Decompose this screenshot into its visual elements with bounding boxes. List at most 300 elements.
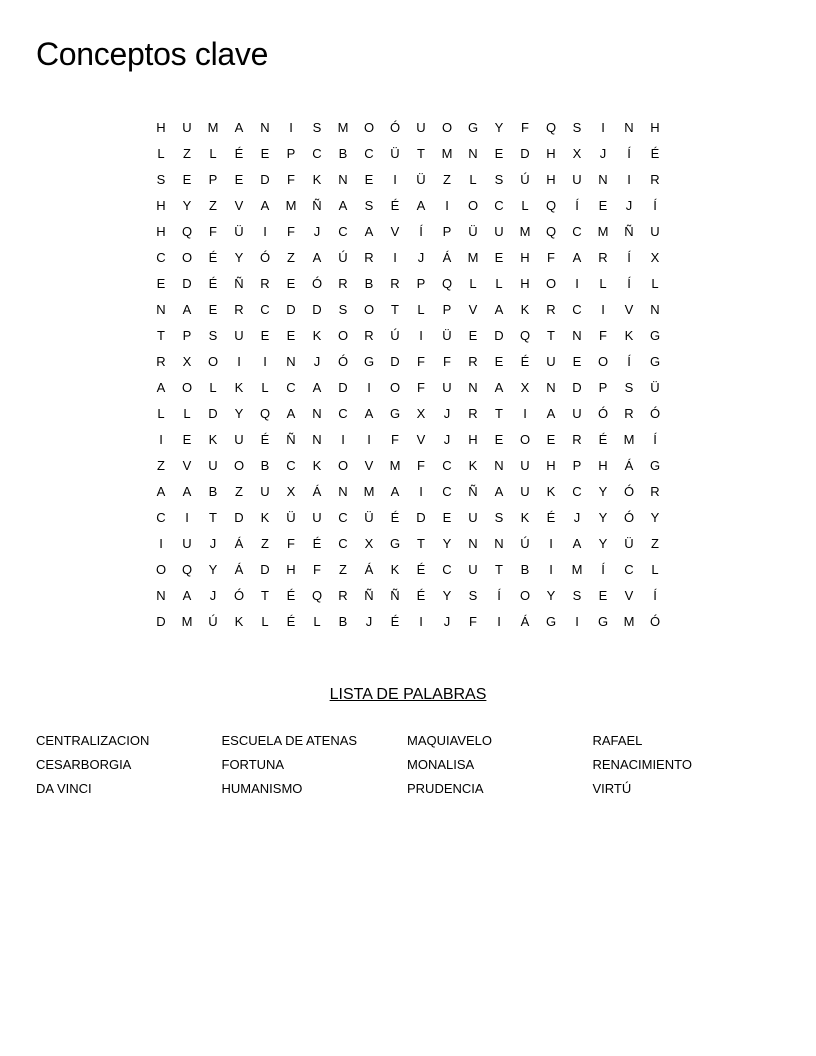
grid-letter: J [443, 406, 451, 421]
grid-letter: H [156, 224, 166, 239]
grid-letter: Ü [390, 146, 400, 161]
grid-letter: T [157, 328, 165, 343]
grid-letter: L [209, 146, 217, 161]
grid-letter: Í [575, 198, 579, 213]
grid-letter: K [260, 510, 270, 525]
grid-letter: O [207, 354, 219, 369]
grid-letter: T [547, 328, 555, 343]
grid-letter: U [234, 328, 244, 343]
grid-letter: F [417, 380, 425, 395]
word-list [36, 729, 778, 801]
grid-letter: V [624, 302, 634, 317]
grid-letter: E [364, 172, 374, 187]
grid-letter: Á [442, 250, 452, 265]
grid-letter: M [467, 250, 479, 265]
grid-letter: R [390, 276, 400, 291]
grid-letter: E [286, 328, 296, 343]
grid-letter: M [519, 224, 531, 239]
word-list-item: HUMANISMO [221, 781, 303, 796]
grid-letter: B [260, 458, 270, 473]
grid-letter: N [546, 380, 556, 395]
grid-letter: A [156, 380, 166, 395]
grid-letter: R [338, 588, 348, 603]
grid-letter: É [520, 354, 530, 369]
grid-letter: É [208, 276, 218, 291]
grid-letter: Ñ [364, 588, 374, 603]
word-list-item: RENACIMIENTO [592, 757, 692, 772]
grid-letter: E [156, 276, 166, 291]
grid-letter: É [390, 510, 400, 525]
grid-letter: L [261, 380, 269, 395]
grid-letter: Í [653, 588, 657, 603]
grid-letter: Z [209, 198, 217, 213]
grid-letter: É [260, 432, 270, 447]
grid-letter: A [416, 198, 426, 213]
grid-letter: C [364, 146, 374, 161]
grid-letter: I [159, 432, 163, 447]
grid-letter: H [546, 146, 556, 161]
grid-letter: D [572, 380, 582, 395]
grid-letter: O [519, 588, 531, 603]
grid-letter: A [546, 406, 556, 421]
grid-letter: I [627, 172, 631, 187]
grid-letter: A [182, 484, 192, 499]
grid-letter: B [208, 484, 218, 499]
grid-letter: N [572, 328, 582, 343]
grid-letter: S [572, 120, 582, 135]
grid-letter: J [417, 250, 425, 265]
grid-letter: É [234, 146, 244, 161]
grid-letter: Ñ [390, 588, 400, 603]
grid-letter: R [624, 406, 634, 421]
grid-letter: Ó [649, 614, 661, 629]
grid-letter: C [286, 458, 296, 473]
grid-letter: G [389, 536, 401, 551]
grid-letter: E [442, 510, 452, 525]
grid-letter: A [234, 120, 244, 135]
grid-letter: E [182, 432, 192, 447]
grid-letter: Y [598, 484, 608, 499]
grid-letter: Á [520, 614, 530, 629]
grid-letter: E [598, 198, 608, 213]
grid-letter: E [572, 354, 582, 369]
grid-letter: I [367, 380, 371, 395]
grid-letter: V [234, 198, 244, 213]
grid-letter: Ó [233, 588, 245, 603]
grid-letter: I [289, 120, 293, 135]
grid-letter: Y [598, 536, 608, 551]
grid-letter: O [545, 276, 557, 291]
grid-letter: A [572, 250, 582, 265]
grid-letter: E [260, 328, 270, 343]
grid-letter: I [497, 614, 501, 629]
grid-letter: A [286, 406, 296, 421]
grid-letter: C [442, 484, 452, 499]
grid-letter: H [468, 432, 478, 447]
grid-letter: É [390, 198, 400, 213]
grid-letter: A [494, 380, 504, 395]
grid-letter: E [286, 276, 296, 291]
grid-letter: Y [234, 250, 244, 265]
grid-letter: I [393, 250, 397, 265]
grid-letter: D [260, 562, 270, 577]
word-list-item: MAQUIAVELO [407, 733, 493, 748]
grid-letter: L [209, 380, 217, 395]
grid-letter: K [312, 328, 322, 343]
grid-letter: I [549, 536, 553, 551]
grid-letter: Z [157, 458, 165, 473]
grid-letter: Y [442, 536, 452, 551]
grid-letter: K [312, 458, 322, 473]
grid-letter: T [495, 406, 503, 421]
grid-letter: Z [651, 536, 659, 551]
grid-letter: I [523, 406, 527, 421]
grid-letter: R [234, 302, 244, 317]
grid-letter: N [260, 120, 270, 135]
grid-letter: Ó [623, 510, 635, 525]
grid-letter: H [156, 120, 166, 135]
grid-letter: U [650, 224, 660, 239]
grid-letter: X [182, 354, 192, 369]
grid-letter: Q [311, 588, 323, 603]
grid-letter: C [156, 510, 166, 525]
grid-letter: P [598, 380, 608, 395]
word-list-item: MONALISA [407, 757, 475, 772]
grid-letter: R [260, 276, 270, 291]
grid-letter: Y [208, 562, 218, 577]
grid-letter: X [286, 484, 296, 499]
word-search-grid [148, 115, 668, 635]
grid-letter: Y [546, 588, 556, 603]
grid-letter: Z [339, 562, 347, 577]
grid-letter: O [155, 562, 167, 577]
grid-letter: F [469, 614, 477, 629]
grid-letter: E [234, 172, 244, 187]
grid-letter: M [441, 146, 453, 161]
grid-letter: U [572, 406, 582, 421]
grid-letter: Q [181, 224, 193, 239]
grid-letter: L [469, 276, 477, 291]
grid-letter: Í [653, 198, 657, 213]
grid-letter: O [363, 120, 375, 135]
grid-letter: T [495, 562, 503, 577]
grid-letter: A [182, 588, 192, 603]
grid-letter: I [263, 354, 267, 369]
grid-letter: Y [598, 510, 608, 525]
grid-letter: Ü [650, 380, 660, 395]
grid-letter: S [312, 120, 322, 135]
grid-letter: E [494, 432, 504, 447]
grid-letter: O [441, 120, 453, 135]
grid-letter: M [207, 120, 219, 135]
grid-letter: U [208, 458, 218, 473]
grid-letter: A [312, 380, 322, 395]
grid-letter: F [313, 562, 321, 577]
grid-letter: D [260, 172, 270, 187]
grid-letter: É [312, 536, 322, 551]
grid-letter: E [494, 250, 504, 265]
grid-letter: H [546, 458, 556, 473]
grid-letter: O [389, 380, 401, 395]
grid-letter: U [546, 354, 556, 369]
grid-letter: R [650, 172, 660, 187]
grid-letter: A [156, 484, 166, 499]
grid-letter: Í [627, 146, 631, 161]
grid-letter: D [182, 276, 192, 291]
grid-letter: I [419, 328, 423, 343]
grid-letter: N [598, 172, 608, 187]
grid-letter: F [287, 224, 295, 239]
grid-letter: E [468, 328, 478, 343]
grid-letter: N [494, 458, 504, 473]
grid-letter: K [234, 380, 244, 395]
grid-letter: R [364, 250, 374, 265]
grid-letter: K [234, 614, 244, 629]
grid-letter: P [286, 146, 296, 161]
grid-letter: X [416, 406, 426, 421]
grid-letter: V [390, 224, 400, 239]
grid-letter: Y [442, 588, 452, 603]
grid-letter: Z [235, 484, 243, 499]
grid-letter: V [182, 458, 192, 473]
grid-letter: D [520, 146, 530, 161]
grid-letter: R [364, 328, 374, 343]
grid-letter: P [182, 328, 192, 343]
grid-letter: Á [234, 562, 244, 577]
grid-letter: F [417, 354, 425, 369]
grid-letter: N [312, 406, 322, 421]
grid-letter: D [494, 328, 504, 343]
grid-letter: Ñ [286, 432, 296, 447]
grid-letter: Q [545, 224, 557, 239]
grid-letter: Y [494, 120, 504, 135]
grid-letter: I [601, 302, 605, 317]
grid-letter: E [208, 302, 218, 317]
grid-letter: F [287, 172, 295, 187]
grid-letter: T [261, 588, 269, 603]
grid-letter: Q [519, 328, 531, 343]
grid-letter: O [337, 328, 349, 343]
grid-letter: D [156, 614, 166, 629]
page-title: Conceptos clave [36, 36, 269, 72]
grid-letter: L [599, 276, 607, 291]
grid-letter: Ü [468, 224, 478, 239]
grid-letter: P [208, 172, 218, 187]
grid-letter: N [338, 172, 348, 187]
grid-letter: X [650, 250, 660, 265]
grid-letter: C [572, 484, 582, 499]
grid-letter: Q [545, 198, 557, 213]
grid-letter: S [624, 380, 634, 395]
word-list-heading [0, 684, 816, 706]
grid-letter: E [546, 432, 556, 447]
grid-letter: A [260, 198, 270, 213]
grid-letter: R [156, 354, 166, 369]
grid-letter: L [521, 198, 529, 213]
grid-letter: I [575, 614, 579, 629]
grid-letter: Z [443, 172, 451, 187]
grid-letter: K [312, 172, 322, 187]
grid-letter: Ó [623, 484, 635, 499]
grid-letter: X [364, 536, 374, 551]
grid-letter: T [209, 510, 217, 525]
grid-letter: É [208, 250, 218, 265]
grid-letter: Ú [520, 172, 530, 187]
grid-letter: L [157, 406, 165, 421]
grid-letter: A [390, 484, 400, 499]
grid-letter: C [260, 302, 270, 317]
grid-letter: P [416, 276, 426, 291]
grid-letter: U [468, 510, 478, 525]
grid-letter: K [520, 302, 530, 317]
grid-letter: J [209, 536, 217, 551]
grid-letter: Z [287, 250, 295, 265]
grid-letter: U [442, 380, 452, 395]
grid-letter: I [393, 172, 397, 187]
grid-letter: U [416, 120, 426, 135]
grid-letter: P [442, 224, 452, 239]
grid-letter: N [156, 588, 166, 603]
grid-letter: J [313, 224, 321, 239]
grid-letter: C [572, 302, 582, 317]
grid-letter: Á [364, 562, 374, 577]
grid-letter: O [597, 354, 609, 369]
grid-letter: Ú [338, 250, 348, 265]
grid-letter: K [520, 510, 530, 525]
grid-letter: E [260, 146, 270, 161]
grid-letter: I [159, 536, 163, 551]
grid-letter: K [624, 328, 634, 343]
grid-letter: Í [419, 224, 423, 239]
grid-letter: U [520, 484, 530, 499]
grid-letter: S [156, 172, 166, 187]
grid-letter: K [546, 484, 556, 499]
grid-letter: É [286, 588, 296, 603]
grid-letter: L [261, 614, 269, 629]
grid-letter: I [237, 354, 241, 369]
grid-letter: J [443, 432, 451, 447]
grid-letter: C [156, 250, 166, 265]
grid-letter: P [442, 302, 452, 317]
grid-letter: I [575, 276, 579, 291]
grid-letter: G [467, 120, 479, 135]
grid-letter: C [338, 224, 348, 239]
grid-letter: Y [182, 198, 192, 213]
grid-letter: S [494, 510, 504, 525]
grid-letter: É [416, 562, 426, 577]
grid-letter: H [156, 198, 166, 213]
grid-letter: N [156, 302, 166, 317]
grid-letter: R [468, 354, 478, 369]
grid-letter: N [338, 484, 348, 499]
grid-letter: U [260, 484, 270, 499]
grid-letter: Ü [624, 536, 634, 551]
grid-letter: G [649, 354, 661, 369]
grid-letter: D [208, 406, 218, 421]
grid-letter: J [443, 614, 451, 629]
grid-letter: G [597, 614, 609, 629]
grid-letter: I [419, 484, 423, 499]
grid-letter: L [495, 276, 503, 291]
grid-letter: U [494, 224, 504, 239]
grid-letter: Ó [649, 406, 661, 421]
grid-letter: Ó [389, 120, 401, 135]
grid-letter: O [181, 380, 193, 395]
grid-letter: T [391, 302, 399, 317]
grid-letter: C [338, 510, 348, 525]
grid-letter: H [520, 250, 530, 265]
grid-letter: G [389, 406, 401, 421]
grid-letter: G [545, 614, 557, 629]
word-list-item: CESARBORGIA [36, 757, 132, 772]
grid-letter: D [312, 302, 322, 317]
grid-letter: C [494, 198, 504, 213]
grid-letter: R [598, 250, 608, 265]
grid-letter: Á [312, 484, 322, 499]
grid-letter: D [416, 510, 426, 525]
grid-letter: D [286, 302, 296, 317]
grid-letter: M [337, 120, 349, 135]
grid-letter: V [468, 302, 478, 317]
grid-letter: É [286, 614, 296, 629]
grid-letter: G [363, 354, 375, 369]
word-list-item: CENTRALIZACION [36, 733, 150, 748]
grid-letter: A [338, 198, 348, 213]
grid-letter: I [549, 562, 553, 577]
grid-letter: L [183, 406, 191, 421]
grid-letter: J [573, 510, 581, 525]
grid-letter: T [417, 146, 425, 161]
grid-letter: S [494, 172, 504, 187]
grid-letter: M [285, 198, 297, 213]
grid-letter: L [417, 302, 425, 317]
word-list-item: ESCUELA DE ATENAS [221, 733, 358, 748]
grid-letter: R [546, 302, 556, 317]
grid-letter: I [367, 432, 371, 447]
grid-letter: R [338, 276, 348, 291]
grid-letter: F [443, 354, 451, 369]
grid-letter: F [547, 250, 555, 265]
grid-letter: F [287, 536, 295, 551]
grid-letter: S [572, 588, 582, 603]
grid-letter: N [468, 536, 478, 551]
grid-letter: M [571, 562, 583, 577]
grid-letter: I [341, 432, 345, 447]
grid-letter: O [467, 198, 479, 213]
grid-letter: Á [234, 536, 244, 551]
grid-letter: N [494, 536, 504, 551]
grid-letter: U [182, 120, 192, 135]
grid-letter: Í [627, 354, 631, 369]
grid-letter: O [181, 250, 193, 265]
grid-letter: É [598, 432, 608, 447]
grid-letter: G [649, 328, 661, 343]
grid-letter: Í [627, 276, 631, 291]
grid-letter: H [286, 562, 296, 577]
grid-letter: N [650, 302, 660, 317]
grid-letter: Ó [311, 276, 323, 291]
grid-letter: B [338, 614, 348, 629]
grid-letter: O [363, 302, 375, 317]
grid-letter: A [182, 302, 192, 317]
grid-letter: F [599, 328, 607, 343]
word-list-item: FORTUNA [221, 757, 285, 772]
grid-letter: N [468, 146, 478, 161]
grid-letter: Z [261, 536, 269, 551]
grid-letter: F [521, 120, 529, 135]
grid-letter: Í [627, 250, 631, 265]
grid-letter: V [364, 458, 374, 473]
